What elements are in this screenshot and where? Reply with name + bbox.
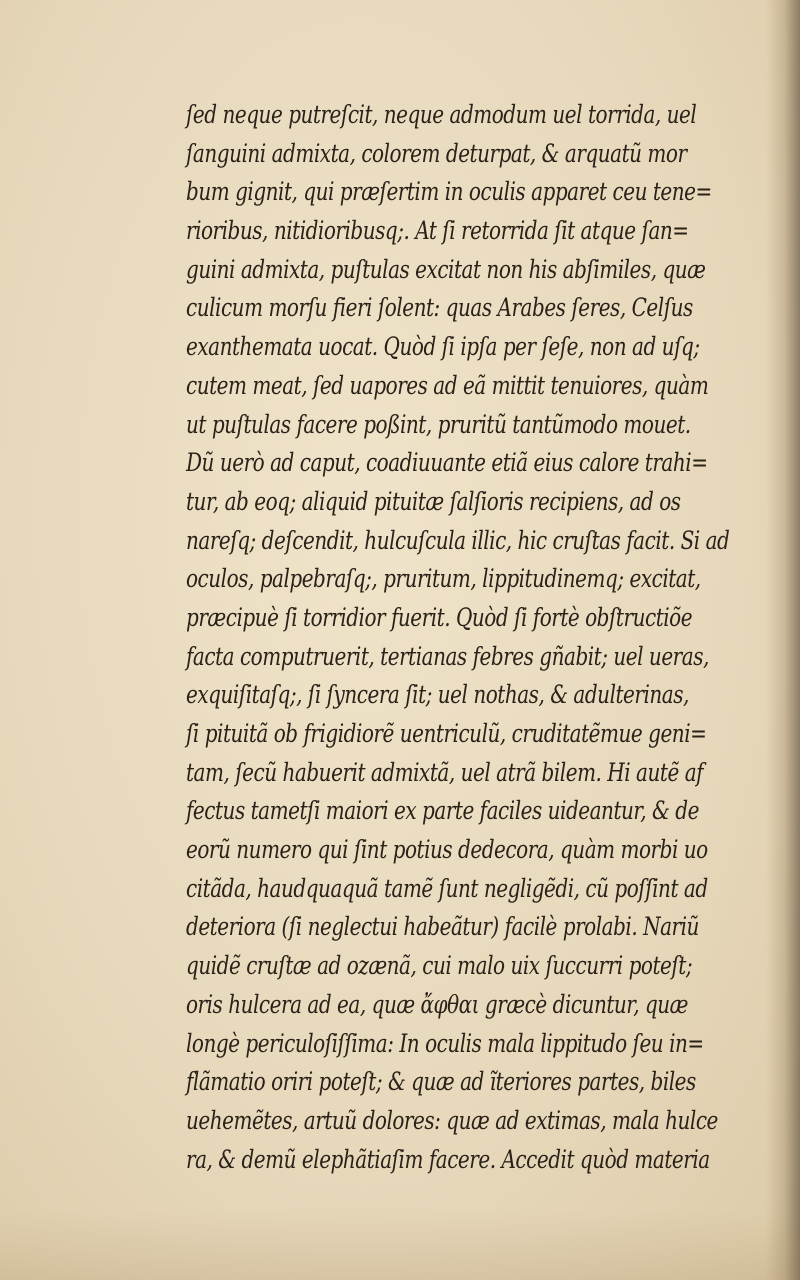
text-line: rioribus, nitidioribusq;. At ſi retorrida ſit atque ſan= <box>186 216 689 246</box>
text-line: ra, & demũ elephãtiaſim facere. Accedit quòd materia <box>186 1144 710 1174</box>
text-line: culicum morſu fieri ſolent: quas Arabes ſeres, Celſus <box>186 293 693 323</box>
text-line: bum gignit, qui præſertim in oculis apparet ceu tene= <box>186 177 712 207</box>
text-line: quidẽ cruſtæ ad ozænã, cui malo uix ſuccurri poteſt; <box>186 951 693 981</box>
text-line: deteriora (ſi neglectui habeãtur) facilè prolabi. Nariũ <box>186 912 699 942</box>
text-line: longè periculoſiſſima: In oculis mala lippitudo ſeu in= <box>186 1028 704 1058</box>
text-line: flãmatio oriri poteſt; & quæ ad ĩteriores partes, biles <box>186 1067 696 1097</box>
text-line: oris hulcera ad ea, quæ ἄφθαι græcè dicuntur, quæ <box>186 989 688 1019</box>
text-line: ſed neque putreſcit, neque admodum uel torrida, uel <box>186 100 697 129</box>
text-line: Dũ uerò ad caput, coadiuuante etiã eius calore trahi= <box>186 448 708 478</box>
text-line: ſi pituitã ob frigidiorẽ uentriculũ, cruditatẽmue geni= <box>186 719 707 748</box>
text-line: eorũ numero qui ſint potius dedecora, quàm morbi uo <box>186 835 708 865</box>
text-line: cutem meat, ſed uapores ad eã mittit tenuiores, quàm <box>186 370 709 400</box>
text-line: tur, ab eoq; aliquid pituitæ ſalſioris recipiens, ad os <box>186 486 681 516</box>
text-line: præcipuè ſi torridior fuerit. Quòd ſi fortè obſtructiõe <box>186 602 693 632</box>
text-line: fectus tametſi maiori ex parte faciles uideantur, & de <box>186 796 699 826</box>
text-line: citãda, haudquaquã tamẽ ſunt negligẽdi, cũ poſſint ad <box>186 873 708 903</box>
text-line: exquiſitaſq;, ſi ſyncera ſit; uel nothas, & adulterinas, <box>186 680 689 710</box>
text-line: facta computruerit, tertianas febres gñabit; uel ueras, <box>186 641 709 671</box>
page-bottom-shadow <box>0 1210 800 1280</box>
text-line: tam, ſecũ habuerit admixtã, uel atrã bilem. Hi autẽ af <box>186 757 704 787</box>
text-line: exanthemata uocat. Quòd ſi ipſa per ſeſe, non ad uſq; <box>186 332 700 362</box>
text-line: nareſq; deſcendit, hulcuſcula illic, hic cruſtas facit. Si ad <box>186 525 730 555</box>
text-line: guini admixta, puſtulas excitat non his abſimiles, quæ <box>186 254 706 284</box>
text-line: ut puſtulas facere poßint, pruritũ tantũmodo mouet. <box>186 409 691 439</box>
body-text <box>186 96 776 1179</box>
text-line: ſanguini admixta, colorem deturpat, & arquatũ mor <box>186 138 687 168</box>
text-line: uehemẽtes, artuũ dolores: quæ ad extimas, mala hulce <box>186 1105 718 1135</box>
text-line: oculos, palpebraſq;, pruritum, lippitudinemq; excitat, <box>186 564 701 594</box>
